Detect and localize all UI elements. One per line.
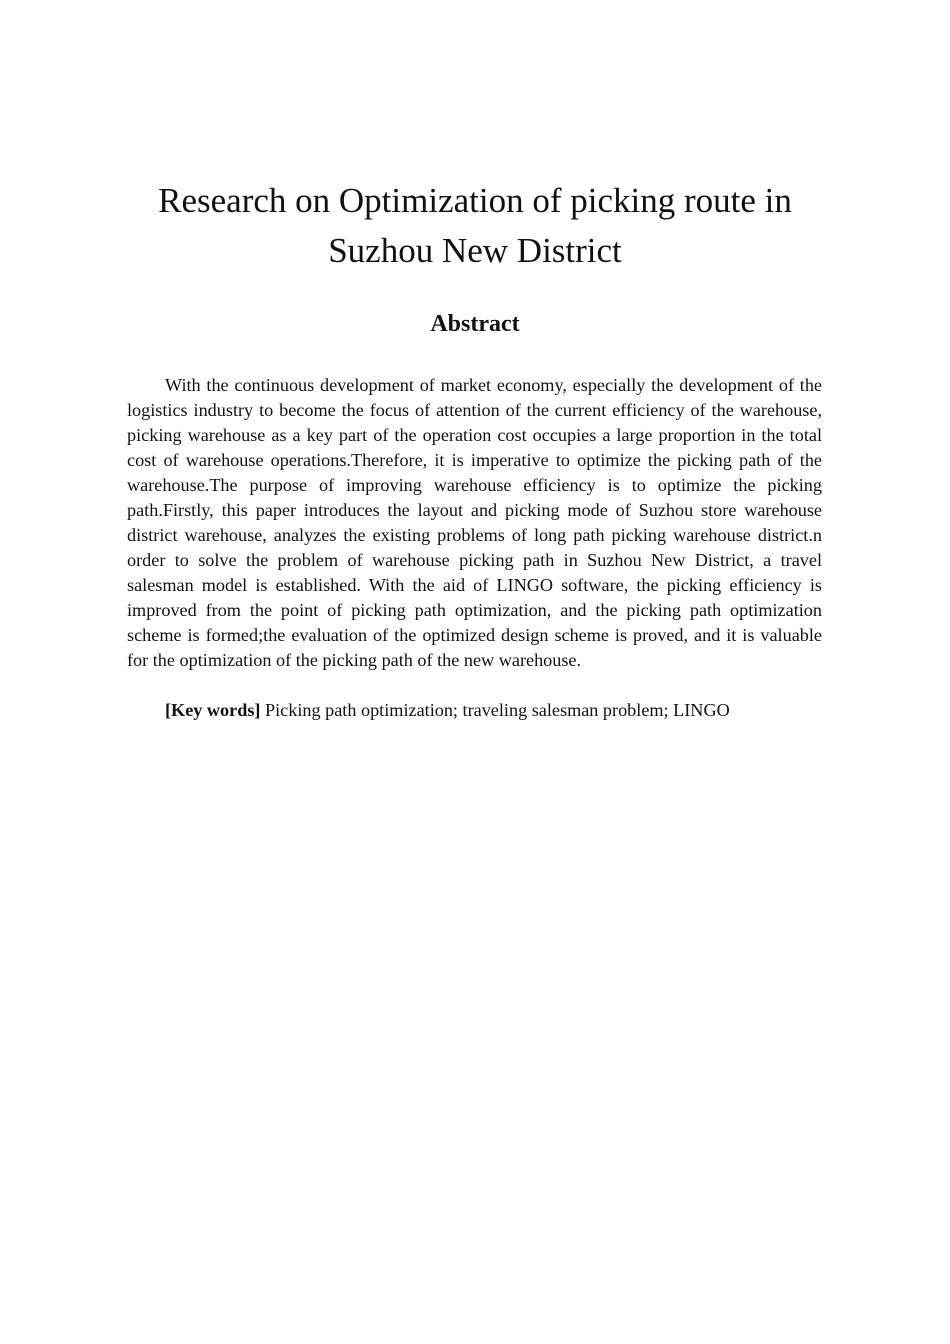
abstract-body: With the continuous development of market economy, especially the development of the logistics industry to become the focus of attention of the current efficiency of the warehouse, picking warehouse as a key part of the operation cost occupies a large proportion in the total cost of warehouse operations.Therefore, it is imperative to optimize the picking path of the warehouse.The purpose of improving warehouse efficiency is to optimize the picking path.Firstly, this paper introduces the layout and picking mode of Suzhou store warehouse district warehouse, analyzes the existing problems of long path picking warehouse district.n order to solve the problem of warehouse picking path in Suzhou New District, a travel salesman model is established. With the aid of LINGO software, the picking efficiency is improved from the point of picking path optimization, and the picking path optimization scheme is formed;the evaluation of the optimized design scheme is proved, and it is valuable for the optimization of the picking path of the new warehouse. [127,375,822,670]
keywords-text: Picking path optimization; traveling salesman problem; LINGO [260,700,730,720]
keywords-label: [Key words] [165,700,261,720]
abstract-heading: Abstract [430,311,520,337]
paper-title-line-2: Suzhou New District [328,231,622,270]
keywords-line [127,698,822,723]
paper-title-line-1: Research on Optimization of picking route in [158,181,792,220]
paper-title [100,176,850,276]
